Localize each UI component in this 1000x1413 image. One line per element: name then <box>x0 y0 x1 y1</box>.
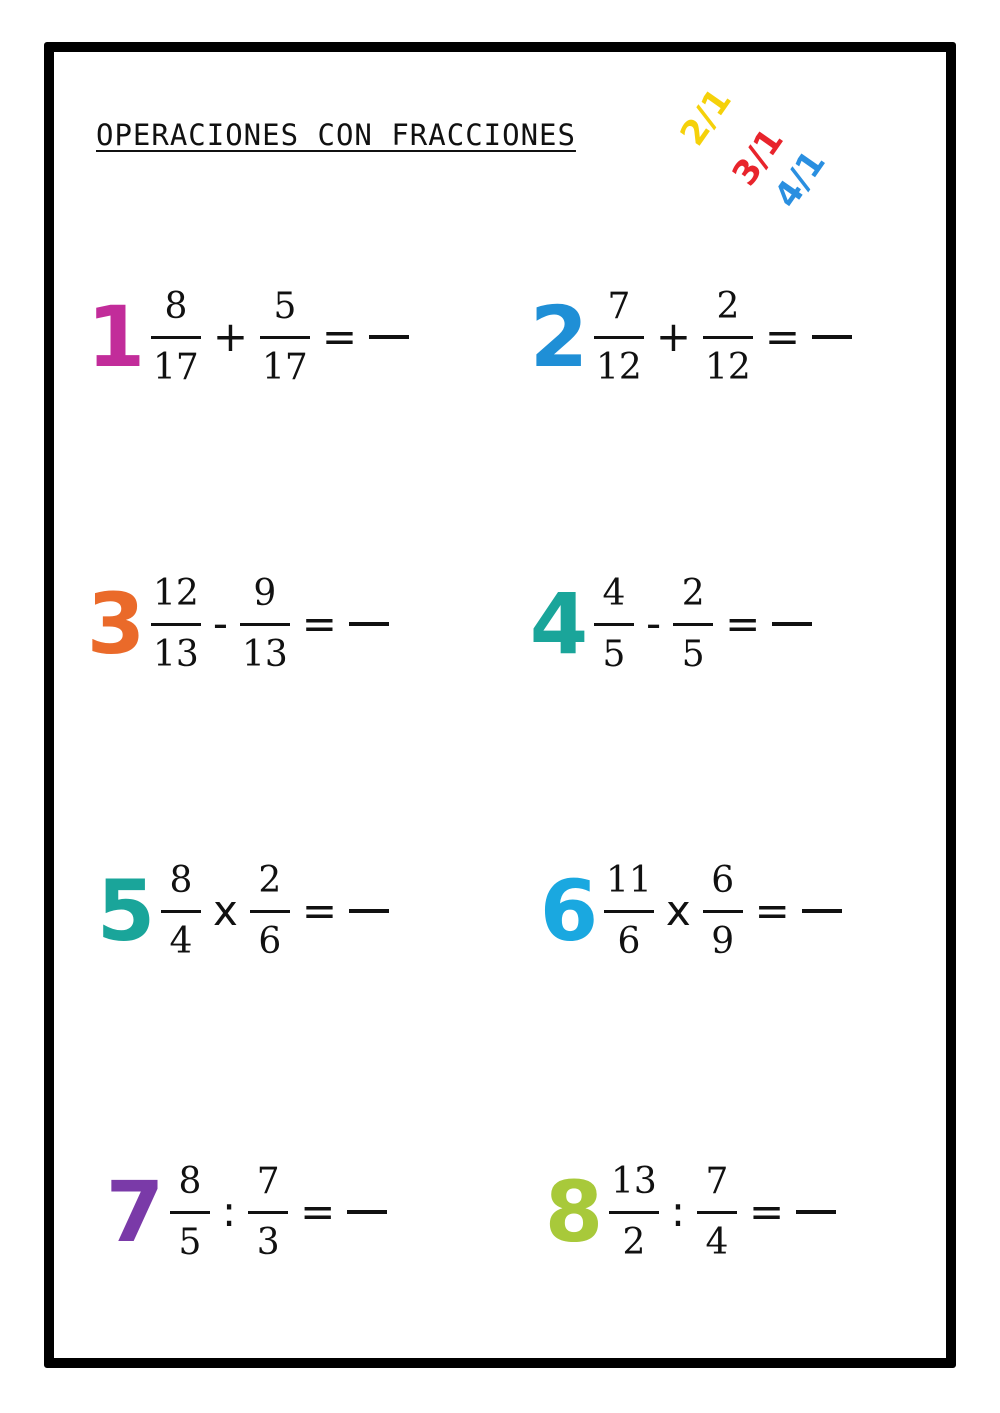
equals-sign: = <box>748 1187 785 1236</box>
fraction-bar <box>697 1211 737 1214</box>
fraction-bar <box>609 1211 659 1214</box>
fraction-right <box>260 287 310 388</box>
fraction-right <box>673 574 713 675</box>
numerator: 9 <box>253 572 277 614</box>
fraction-left <box>594 287 644 388</box>
answer-blank[interactable] <box>802 909 842 913</box>
numerator: 7 <box>705 1160 729 1202</box>
problem-number: 2 <box>529 288 589 386</box>
denominator: 3 <box>256 1221 280 1263</box>
problem-8 <box>543 1157 836 1267</box>
problem-5 <box>95 856 389 966</box>
page-title: OPERACIONES CON FRACCIONES <box>96 118 576 152</box>
answer-blank[interactable] <box>796 1210 836 1214</box>
fraction-left <box>161 861 201 962</box>
problem-number: 3 <box>86 575 146 673</box>
operator: + <box>212 312 249 361</box>
denominator: 12 <box>705 346 751 388</box>
numerator: 11 <box>606 859 652 901</box>
problem-number: 6 <box>539 862 599 960</box>
operator: - <box>212 599 228 648</box>
fraction-bar <box>248 1211 288 1214</box>
problem-number: 8 <box>544 1163 604 1261</box>
fraction-left <box>609 1162 659 1263</box>
problem-7 <box>104 1157 387 1267</box>
fraction-bar <box>250 910 290 913</box>
logo-piece-2: 2/1 <box>672 81 740 154</box>
equals-sign: = <box>321 312 358 361</box>
fraction-bar <box>604 910 654 913</box>
fraction-left <box>151 287 201 388</box>
operator: : <box>222 1187 237 1236</box>
fraction-bar <box>703 336 753 339</box>
fraction-left <box>170 1162 210 1263</box>
fraction-right <box>250 861 290 962</box>
numerator: 8 <box>164 285 188 327</box>
answer-blank[interactable] <box>349 909 389 913</box>
denominator: 6 <box>617 920 641 962</box>
problem-6 <box>538 856 842 966</box>
fraction-right <box>703 861 743 962</box>
denominator: 13 <box>241 633 288 675</box>
operator: - <box>646 599 662 648</box>
fraction-bar <box>703 910 743 913</box>
fraction-left <box>594 574 634 675</box>
numerator: 4 <box>602 572 626 614</box>
fraction-bar <box>594 336 644 339</box>
logo-piece-4: 4/1 <box>766 143 834 216</box>
numerator: 2 <box>258 859 282 901</box>
fraction-bar <box>161 910 201 913</box>
equals-sign: = <box>301 886 338 935</box>
numerator: 12 <box>153 572 199 614</box>
operator: x <box>665 886 691 935</box>
problem-number: 4 <box>529 575 589 673</box>
denominator: 13 <box>153 633 199 675</box>
fraction-right <box>248 1162 288 1263</box>
fraction-bar <box>151 623 201 626</box>
numerator: 5 <box>273 285 297 327</box>
denominator: 9 <box>711 920 735 962</box>
equals-sign: = <box>300 1187 336 1236</box>
denominator: 5 <box>178 1221 202 1263</box>
numerator: 2 <box>716 285 740 327</box>
denominator: 5 <box>602 633 626 675</box>
numerator: 8 <box>178 1160 202 1202</box>
equals-sign: = <box>725 599 761 648</box>
numerator: 7 <box>607 285 631 327</box>
problem-2 <box>528 282 852 392</box>
fraction-bar <box>151 336 201 339</box>
answer-blank[interactable] <box>812 335 852 339</box>
fraction-right <box>703 287 753 388</box>
denominator: 17 <box>262 346 308 388</box>
equals-sign: = <box>764 312 801 361</box>
denominator: 4 <box>169 920 193 962</box>
fraction-bar <box>260 336 310 339</box>
fraction-right <box>697 1162 737 1263</box>
logo-piece-3: 3/1 <box>724 121 792 194</box>
equals-sign: = <box>301 599 337 648</box>
problem-number: 1 <box>86 288 146 386</box>
operator: : <box>670 1187 685 1236</box>
denominator: 2 <box>622 1221 646 1263</box>
denominator: 6 <box>258 920 282 962</box>
fraction-bar <box>673 623 713 626</box>
operator: x <box>213 886 238 935</box>
answer-blank[interactable] <box>369 335 409 339</box>
fraction-bar <box>240 623 290 626</box>
numerator: 13 <box>611 1160 657 1202</box>
numerator: 2 <box>681 572 705 614</box>
answer-blank[interactable] <box>772 622 812 626</box>
fraction-left <box>604 861 654 962</box>
fraction-right <box>240 574 290 675</box>
numerator: 7 <box>256 1160 280 1202</box>
numerator: 8 <box>169 859 193 901</box>
fraction-bar <box>594 623 634 626</box>
problem-number: 5 <box>96 862 156 960</box>
denominator: 5 <box>681 633 705 675</box>
equals-sign: = <box>754 886 790 935</box>
fraction-bar <box>170 1211 210 1214</box>
denominator: 12 <box>596 346 642 388</box>
fractions-logo-icon <box>672 70 850 216</box>
answer-blank[interactable] <box>349 622 389 626</box>
denominator: 17 <box>153 346 199 388</box>
problem-4 <box>528 569 812 679</box>
operator: + <box>655 312 692 361</box>
answer-blank[interactable] <box>347 1210 387 1214</box>
denominator: 4 <box>705 1221 729 1263</box>
problem-1 <box>85 282 409 392</box>
fraction-left <box>151 574 201 675</box>
problem-number: 7 <box>105 1163 165 1261</box>
numerator: 6 <box>711 859 735 901</box>
problem-3 <box>85 569 389 679</box>
